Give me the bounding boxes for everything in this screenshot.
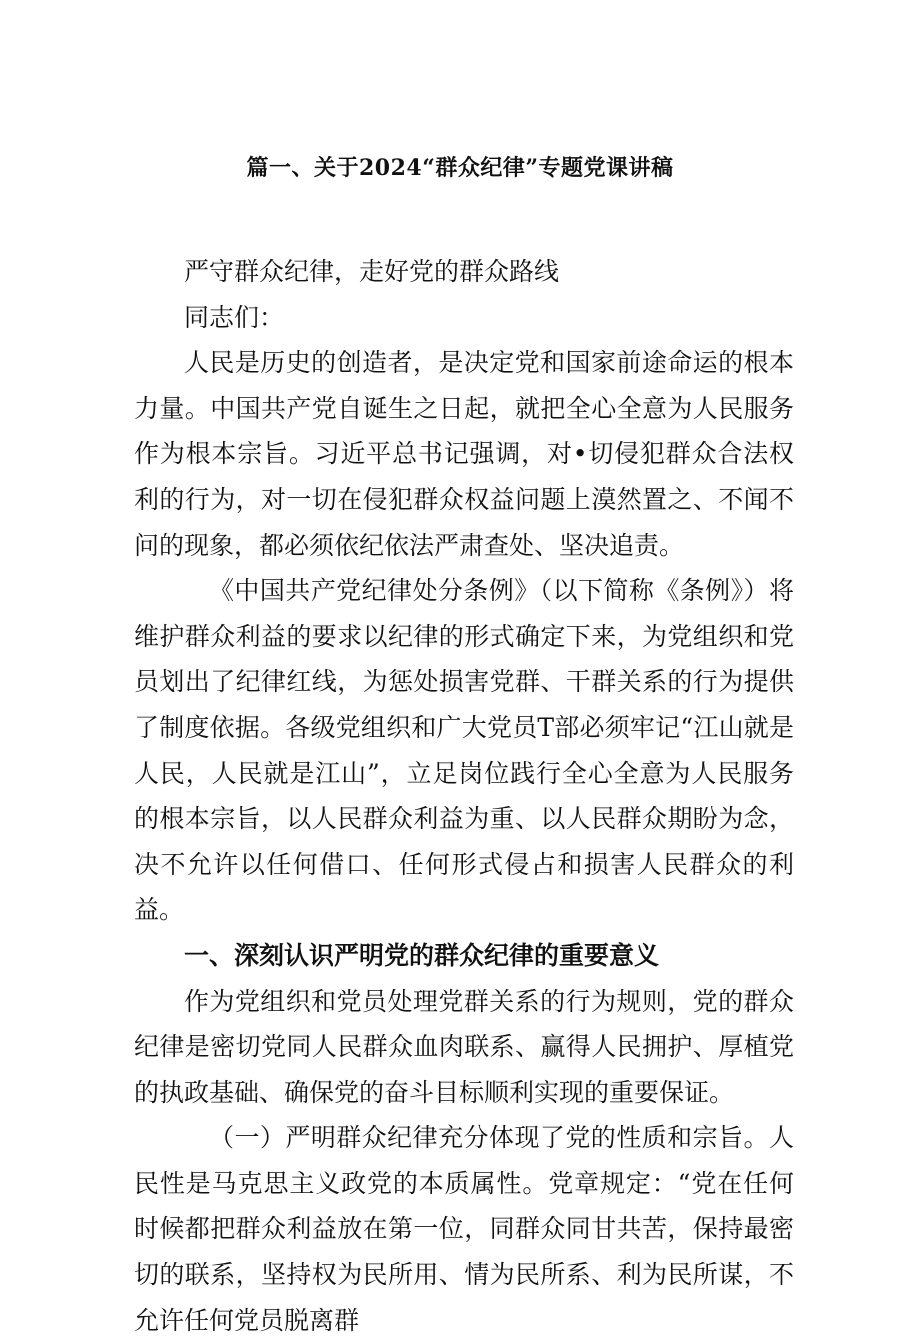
- body-paragraph: 《中国共产党纪律处分条例》（以下简称《条例》）将维护群众利益的要求以纪律的形式确定下来，为党组织和党员划出了纪律红线，为惩处损害党群、干群关系的行为提供了制度依据。各级党组织和广大党员T部必须牢记“江山就是人民，人民就是江山”，立足岗位践行全心全意为人民服务的根本宗旨，以人民群众利益为重、以人民群众期盼为念，决不允许以任何借口、任何形式侵占和损害人民群众的利益。: [134, 576, 794, 925]
- section-heading: 一、深刻认识严明党的群众纪律的重要意义: [184, 940, 660, 970]
- document-title: 篇一、关于2024“群众纪律”专题党课讲稿: [246, 155, 674, 181]
- body-paragraph: （一）严明群众纪律充分体现了党的性质和宗旨。人民性是马克思主义政党的本质属性。党章规定：“党在任何时候都把群众利益放在第一位，同群众同甘共苦，保持最密切的联系，坚持权为民所用、情为民所系、利为民所谋，不允许任何党员脱离群: [134, 1123, 794, 1335]
- body-paragraph: 人民是历史的创造者，是决定党和国家前途命运的根本力量。中国共产党自诞生之日起，就把全心全意为人民服务作为根本宗旨。习近平总书记强调，对•切侵犯群众合法权利的行为，对一切在侵犯群众权益问题上漠然置之、不闻不问的现象，都必须依纪依法严肃查处、坚决追责。: [134, 348, 794, 560]
- salutation-paragraph: 同志们：: [184, 302, 285, 332]
- subtitle-paragraph: 严守群众纪律，走好党的群众路线: [184, 257, 560, 286]
- body-paragraph: 作为党组织和党员处理党群关系的行为规则，党的群众纪律是密切党同人民群众血肉联系、赢得人民拥护、厚植党的执政基础、确保党的奋斗目标顺利实现的重要保证。: [134, 986, 794, 1107]
- document-body: [134, 249, 794, 1343]
